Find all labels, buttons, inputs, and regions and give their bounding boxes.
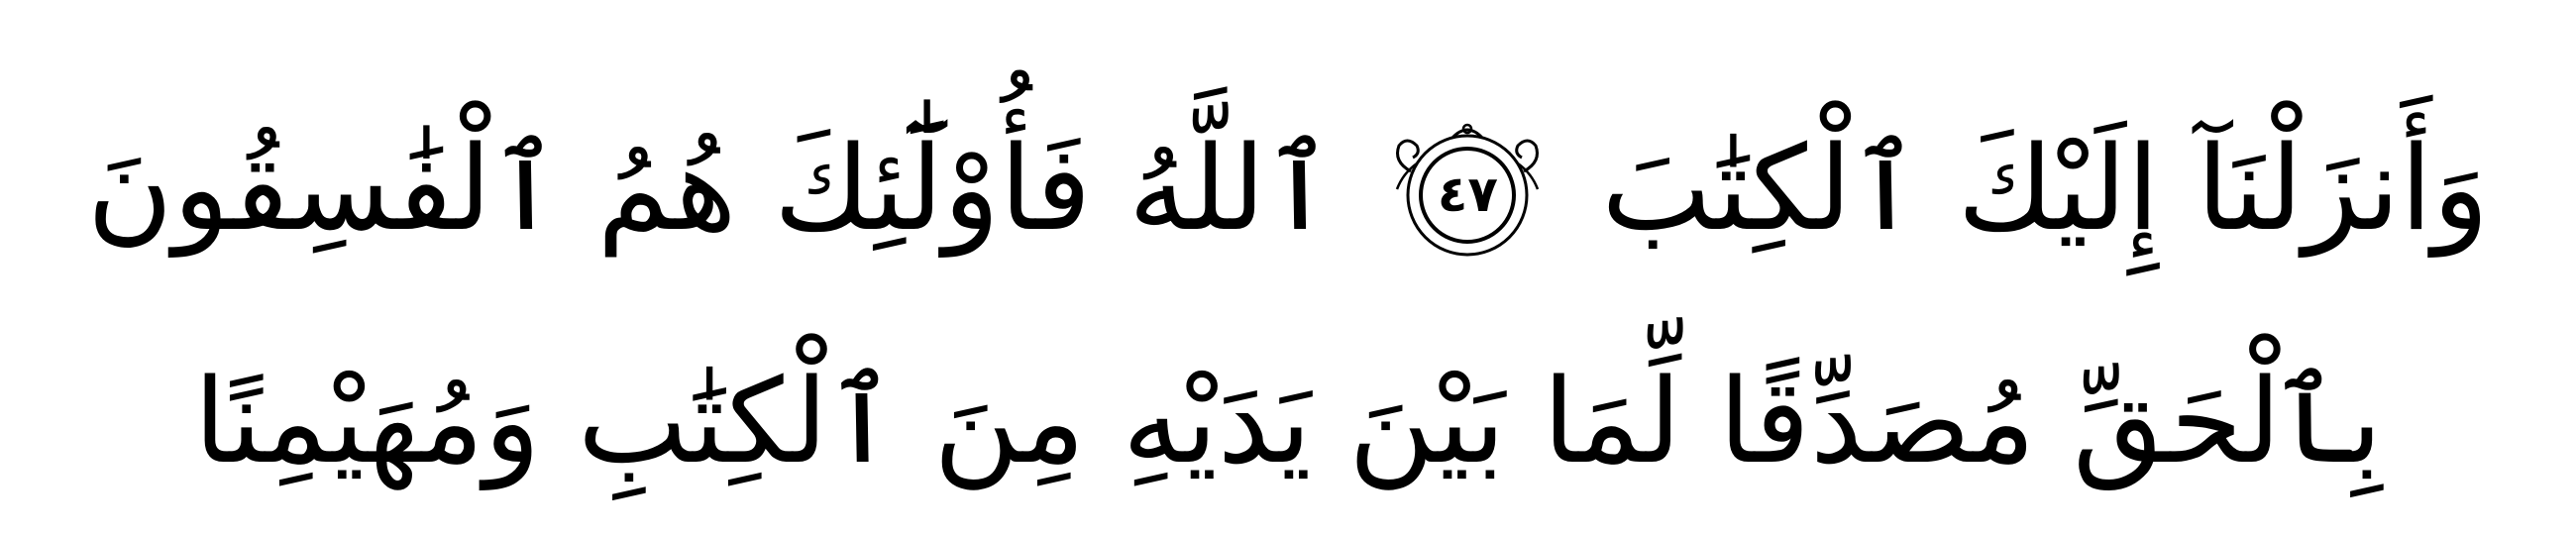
ayah-end-marker [1383,114,1552,263]
ayah-number: ٤٧ [1437,165,1498,223]
verse-line-1 [0,94,2576,282]
verse-text-line-2: بِٱلْحَقِّ مُصَدِّقًا لِّمَا بَيْنَ يَدَيْهِ مِنَ ٱلْكِتَٰبِ وَمُهَيْمِنًا [193,353,2383,489]
verse-text-ayah-48-start: وَأَنزَلْنَآ إِلَيْكَ ٱلْكِتَٰبَ [1601,120,2490,257]
verse-line-2 [0,327,2576,515]
verse-text-end-of-ayah-47: ٱللَّهُ فَأُوْلَٰٓئِكَ هُمُ ٱلْفَٰسِقُونَ [86,120,1335,257]
